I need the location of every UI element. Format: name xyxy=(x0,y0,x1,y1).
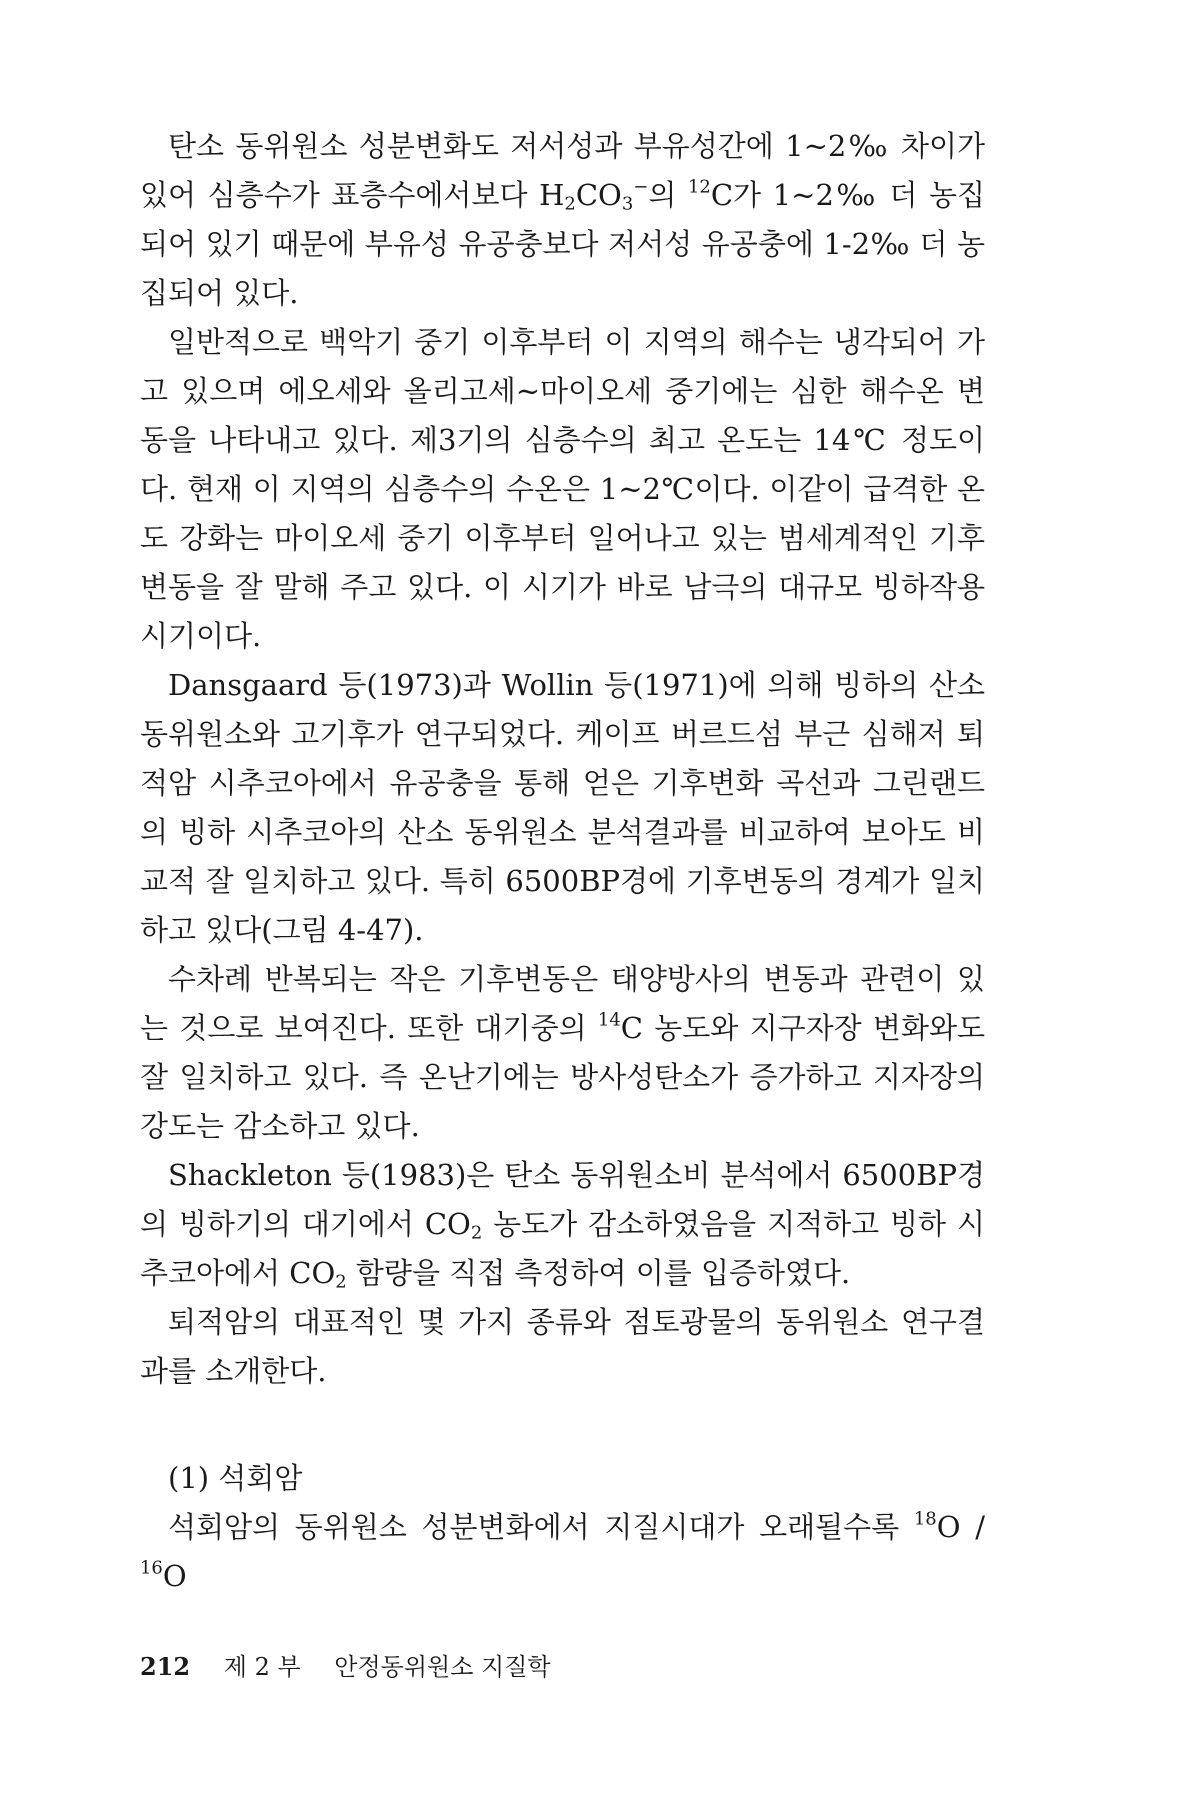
page-footer xyxy=(140,1647,551,1682)
text-run: 함량을 직접 측정하여 이를 입증하였다. xyxy=(346,1256,851,1290)
text-run: O / xyxy=(936,1510,986,1544)
paragraph xyxy=(140,955,985,1151)
subscript: 3 xyxy=(621,193,634,215)
paragraph xyxy=(140,122,985,318)
text-run: Dansgaard 등(1973)과 Wollin 등(1971)에 의해 빙하의 산소 동위원소와 고기후가 연구되었다. 케이프 버르드섬 부근 심해저 퇴적암 시추코아에서 유공충을 통해 얻은 기후변화 곡선과 그린랜드의 빙하 시추코아의 산소 동위원소 분석결과를 비교하여 보아도 비교적 잘 일치하고 있다. 특히 6500BP경에 기후변동의 경계가 일치하고 있다(그림 4-47). xyxy=(140,668,985,947)
paragraph xyxy=(140,661,985,955)
paragraph xyxy=(140,1503,985,1601)
superscript: 14 xyxy=(597,1009,621,1031)
body-text xyxy=(140,122,985,1601)
text-run: 일반적으로 백악기 중기 이후부터 이 지역의 해수는 냉각되어 가고 있으며 에오세와 올리고세∼마이오세 중기에는 심한 해수온 변동을 나타내고 있다. 제3기의 심층수의 최고 온도는 14℃ 정도이다. 현재 이 지역의 심층수의 수온은 1∼2℃이다. 이같이 급격한 온도 강화는 마이오세 중기 이후부터 일어나고 있는 범세계적인 기후변동을 잘 말해 주고 있다. 이 시기가 바로 남극의 대규모 빙하작용 시기이다. xyxy=(140,325,985,653)
subscript: 2 xyxy=(470,1222,483,1244)
paragraph xyxy=(140,1151,985,1298)
text-run: 의 xyxy=(648,178,688,212)
subscript: 2 xyxy=(564,193,576,215)
paragraph xyxy=(140,1298,985,1396)
superscript: 16 xyxy=(140,1557,163,1579)
section-spacer xyxy=(140,1396,985,1454)
part-label: 제 2 부 xyxy=(223,1653,301,1681)
book-title: 안정동위원소 지질학 xyxy=(334,1653,551,1681)
text-run: 탄소 동위원소 성분변화도 저서성과 부유성간에 1∼2‰ 차이가 있어 심층수가 표층수에서보다 H xyxy=(140,129,985,212)
superscript: − xyxy=(633,176,649,198)
subscript: 2 xyxy=(335,1271,347,1293)
text-run: O xyxy=(162,1559,187,1593)
text-run: CO xyxy=(575,178,622,212)
text-run: C가 1∼2‰ 더 농집되어 있기 때문에 부유성 유공충보다 저서성 유공충에 1-2‰ 더 농집되어 있다. xyxy=(140,178,985,310)
text-run: 농도가 감소하였음을 지적하고 빙하 시추코아에서 CO xyxy=(140,1207,985,1290)
superscript: 18 xyxy=(913,1508,937,1530)
text-run: 퇴적암의 대표적인 몇 가지 종류와 점토광물의 동위원소 연구결과를 소개한다. xyxy=(140,1305,985,1388)
section-heading: (1) 석회암 xyxy=(168,1461,303,1495)
paragraph xyxy=(140,318,985,661)
page-number: 212 xyxy=(140,1652,191,1681)
text-run: 석회암의 동위원소 성분변화에서 지질시대가 오래될수록 xyxy=(168,1510,914,1544)
text-run: C 농도와 지구자장 변화와도 잘 일치하고 있다. 즉 온난기에는 방사성탄소가 증가하고 지자장의 강도는 감소하고 있다. xyxy=(140,1011,985,1143)
text-run: 수차례 반복되는 작은 기후변동은 태양방사의 변동과 관련이 있는 것으로 보여진다. 또한 대기중의 xyxy=(140,962,985,1045)
text-run: Shackleton 등(1983)은 탄소 동위원소비 분석에서 6500BP경의 빙하기의 대기에서 CO xyxy=(140,1158,985,1241)
superscript: 12 xyxy=(687,176,711,198)
